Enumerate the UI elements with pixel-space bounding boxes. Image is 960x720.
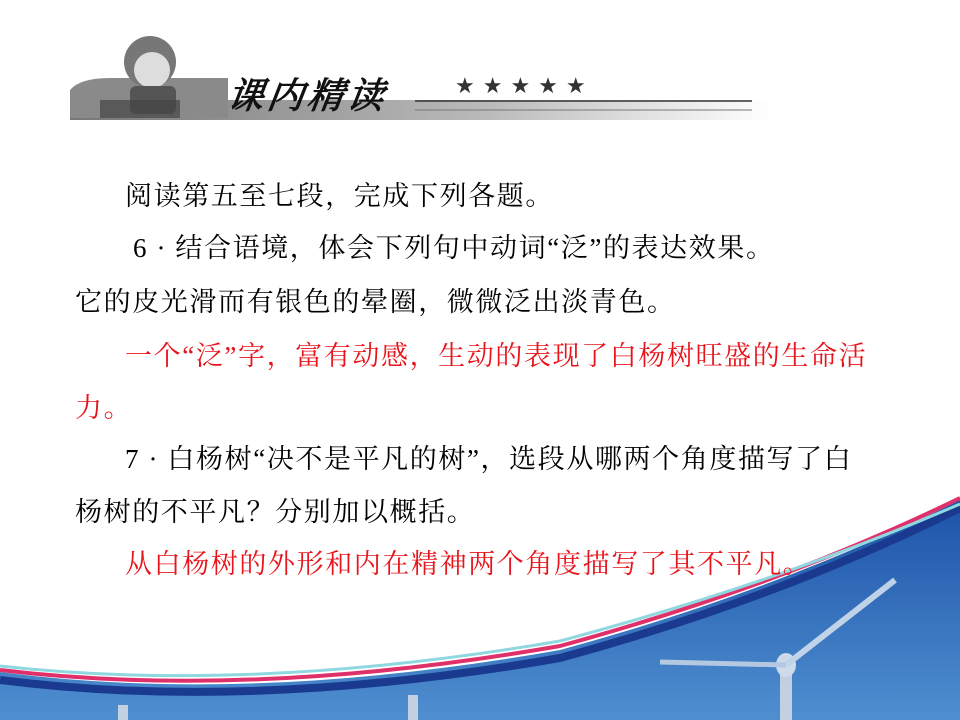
sky-area	[0, 500, 960, 720]
question-7-line-1: 7 · 白杨树“决不是平凡的树”，选段从哪两个角度描写了白	[125, 444, 853, 474]
answer-6-line-2: 力。	[75, 393, 133, 423]
answer-6-line-1: 一个“泛”字，富有动感，生动的表现了白杨树旺盛的生命活	[125, 341, 868, 371]
question-6-sentence: 它的皮光滑而有银色的晕圈，微微泛出淡青色。	[75, 287, 676, 317]
question-6: 6 · 结合语境，体会下列句中动词“泛”的表达效果。	[133, 233, 775, 263]
rating-stars-icon: ★★★★★	[455, 73, 594, 98]
intro-text: 阅读第五至七段，完成下列各题。	[125, 181, 554, 211]
mascot-boy-illustration	[100, 36, 180, 118]
section-title: 课内精读	[224, 76, 391, 117]
answer-7: 从白杨树的外形和内在精神两个角度描写了其不平凡。	[125, 549, 812, 579]
question-7-line-2: 杨树的不平凡？分别加以概括。	[75, 497, 476, 527]
